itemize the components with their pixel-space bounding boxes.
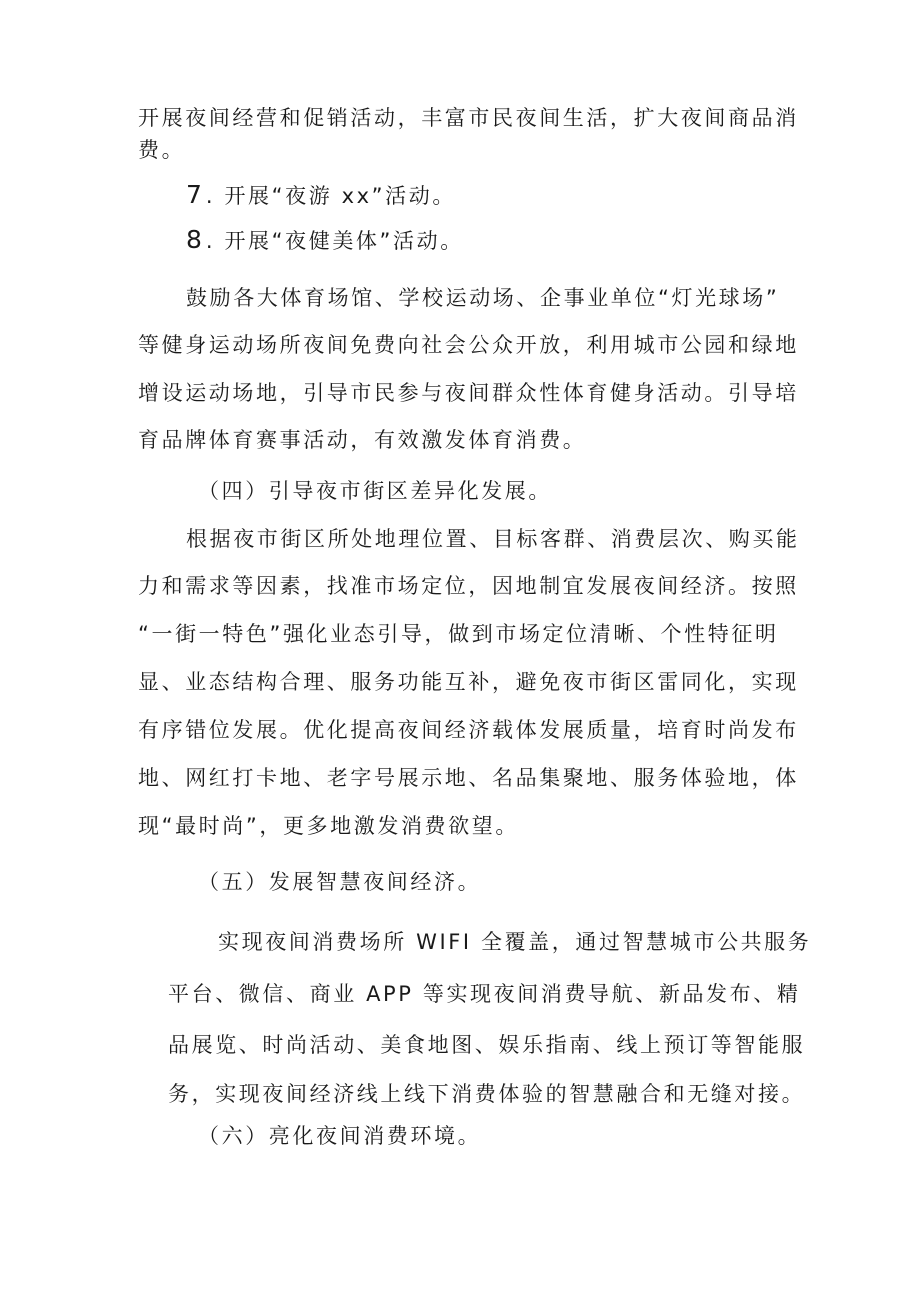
paragraph-line: 有序错位发展。优化提高夜间经济载体发展质量，培育时尚发布 (138, 718, 799, 742)
paragraph-line: 务，实现夜间经济线上线下消费体验的智慧融合和无缝对接。 (168, 1082, 806, 1106)
paragraph-line: 地、网红打卡地、老字号展示地、名品集聚地、服务体验地，体 (138, 766, 799, 790)
paragraph-line: 现“最时尚”，更多地激发消费欲望。 (138, 814, 519, 838)
paragraph-line: 显、业态结构合理、服务功能互补，避免夜市街区雷同化，实现 (138, 670, 799, 694)
list-item-7 (186, 181, 456, 210)
paragraph-line: 开展夜间经营和促销活动，丰富市民夜间生活，扩大夜间商品消 (138, 106, 799, 130)
list-item-number: 8 (186, 225, 202, 254)
section-heading-6: （六）亮化夜间消费环境。 (198, 1124, 482, 1148)
paragraph-line: 鼓励各大体育场馆、学校运动场、企事业单位“灯光球场” (186, 286, 780, 310)
paragraph-line: 品展览、时尚活动、美食地图、娱乐指南、线上预订等智能服 (168, 1033, 806, 1057)
paragraph-line: 育品牌体育赛事活动，有效激发体育消费。 (138, 428, 587, 452)
paragraph-line: 增设运动场地，引导市民参与夜间群众性体育健身活动。引导培 (138, 381, 799, 405)
paragraph-line: 根据夜市街区所处地理位置、目标客群、消费层次、购买能 (186, 527, 800, 551)
paragraph-line: 费。 (138, 138, 186, 162)
list-item-number: 7 (186, 180, 202, 209)
section-heading-4: （四）引导夜市街区差异化发展。 (198, 479, 552, 503)
paragraph-line: “一街一特色”强化业态引导，做到市场定位清晰、个性特征明 (138, 622, 779, 646)
list-item-text: . 开展“夜游 xx”活动。 (205, 184, 456, 208)
paragraph-line: 力和需求等因素，找准市场定位，因地制宜发展夜间经济。按照 (138, 574, 799, 598)
list-item-8 (186, 226, 464, 255)
paragraph-line: 实现夜间消费场所 WIFI 全覆盖，通过智慧城市公共服务 (218, 930, 812, 954)
list-item-text: . 开展“夜健美体”活动。 (205, 229, 464, 253)
paragraph-line: 等健身运动场所夜间免费向社会公众开放，利用城市公园和绿地 (138, 333, 799, 357)
section-heading-5: （五）发展智慧夜间经济。 (198, 870, 482, 894)
paragraph-line: 平台、微信、商业 APP 等实现夜间消费导航、新品发布、精 (168, 982, 801, 1006)
